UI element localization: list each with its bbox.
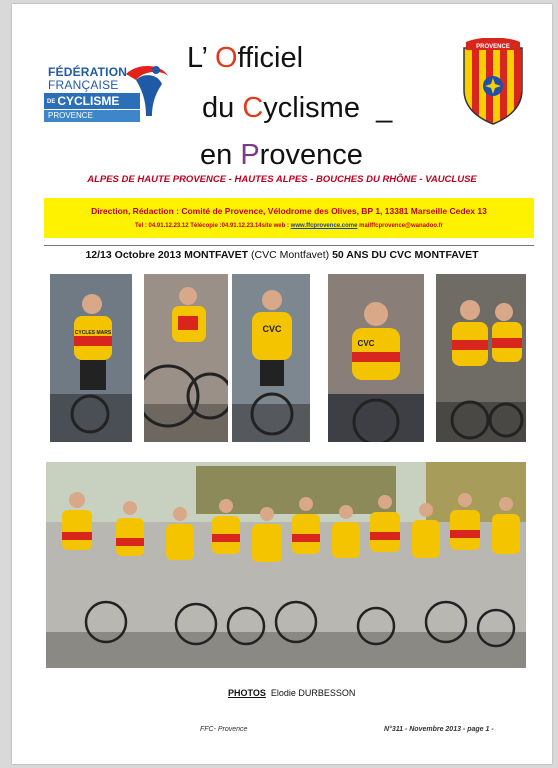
contact-website-link[interactable]: www.ffcprovence.come [290,223,358,229]
regions-subheading: ALPES DE HAUTE PROVENCE - HAUTES ALPES - BOUCHES DU RHÔNE - VAUCLUSE [87,174,477,185]
title-l3c: rovence [259,139,363,171]
photo-group-riders [46,462,526,668]
photo-credit-name: Elodie DURBESSON [270,688,356,698]
event-date: 12/13 Octobre 2013 MONTFAVET [85,249,251,261]
title-l1c: fficiel [237,42,304,74]
logo-de: DE [47,98,56,105]
cyclist-swoosh-icon [122,60,172,118]
footer-issue: N°311 - Novembre 2013 - page 1 - [384,726,494,733]
title-l2c: yclisme _ [263,92,393,124]
event-title: 50 ANS DU CVC MONTFAVET [329,249,479,261]
title-l3a: en [200,139,241,171]
photo-rider-2 [144,274,228,442]
title-l1b: O [214,42,238,74]
contact-tel: Tel : 04.91.12.23.12 Télécopie :04.91.12.23.14site web : [135,223,291,229]
magazine-cover-page [12,4,552,764]
event-club: (CVC Montfavet) [250,249,330,261]
title-l2a: du [202,92,243,124]
footer-left: FFC- Provence [200,726,248,733]
title-l2b: C [242,92,264,124]
divider [44,245,534,246]
title-line-3 [200,139,363,172]
logo-line-federation: FÉDÉRATION [48,65,128,79]
logo-cyclisme: CYCLISME [57,94,120,108]
event-headline [12,249,552,261]
ffc-provence-logo [44,60,172,122]
photo-rider-5 [436,274,526,442]
contact-phone-line [44,223,534,229]
jersey-text-1: CYCLES MARS [74,330,112,336]
photo-rider-4 [328,274,424,442]
contact-address: Direction, Rédaction : Comité de Provence, Vélodrome des Olives, BP 1, 13381 Marseille Cedex 13 [91,206,487,216]
crest-label: PROVENCE [476,44,510,50]
photo-rider-1 [50,274,132,442]
contact-info-box [44,198,534,238]
photo-credit [228,688,355,698]
contact-email[interactable]: mailffcprovence@wanadoo.fr [357,223,443,229]
title-l1a: L’ [187,42,215,74]
jersey-text-3: CVC [262,324,282,334]
logo-region: PROVENCE [44,110,140,122]
photo-credit-label: PHOTOS [228,688,266,698]
title-l3b: P [240,139,260,171]
logo-line-francaise: FRANÇAISE [48,78,119,92]
title-line-1 [187,42,303,75]
photo-rider-3 [232,274,310,442]
jersey-text-4: CVC [357,339,375,348]
provence-crest-emblem [458,38,528,126]
title-line-2 [202,92,392,125]
